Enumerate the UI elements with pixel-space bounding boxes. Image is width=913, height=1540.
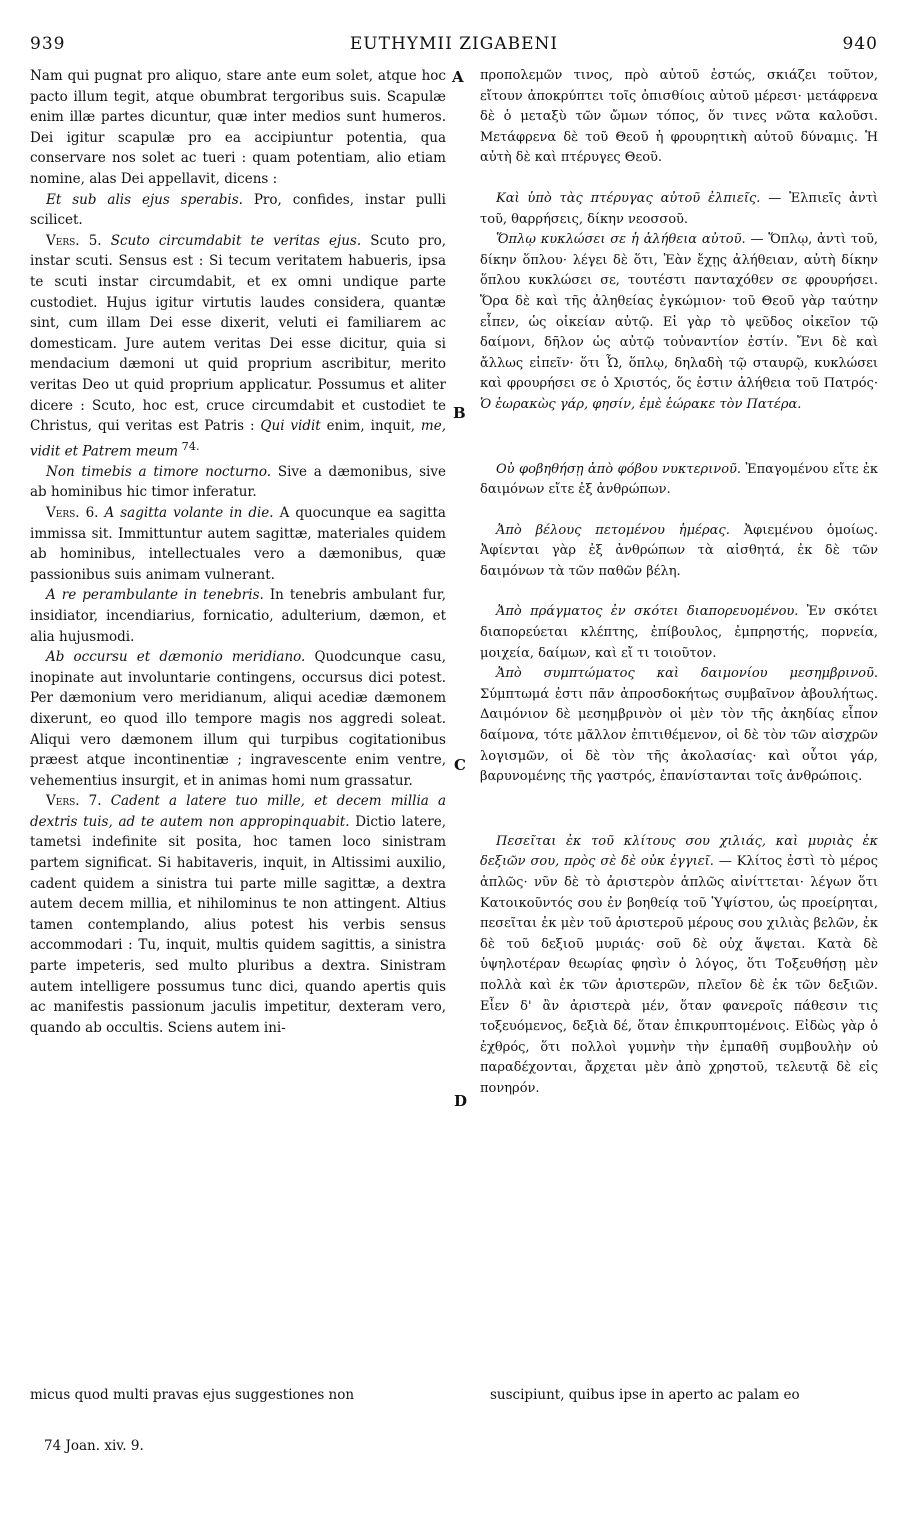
bridge-left: micus quod multi pravas ejus suggestiones non [30, 1387, 355, 1403]
greek-column [480, 66, 878, 1100]
latin-column [30, 66, 446, 1038]
running-header [30, 34, 878, 58]
greek-paragraph: Ὅπλῳ κυκλώσει σε ἡ ἀλήθεια αὐτοῦ. — Ὅπλῳ, ἀντὶ τοῦ, δίκην ὅπλου· λέγει δὲ ὅτι, Ἐὰν ἔχῃς ἀλήθειαν, αὐτὴ δίκην ὅπλου κυκλώσει σε, τουτέστι πανταχόθεν σε φρουρήσει. Ὅρα δὲ καὶ τῆς ἀληθείας ἐγκώμιον· τοῦ Θεοῦ γὰρ ταύτην εἶπεν, ὡς οἰκείαν αὐτῷ. Εἰ γὰρ τὸ ψεῦδος οἰκεῖον τῷ δαίμονι, δῆλον ὡς αὐτῷ τοὐναντίον ἐστίν. Ἔνι δὲ καὶ ἄλλως εἰπεῖν· ὅτι Ὦ, ὅπλῳ, δηλαδὴ τῷ σταυρῷ, κυκλώσει καὶ φρουρήσει σε ὁ Χριστός, ὅς ἐστιν ἀλήθεια τοῦ Πατρός· Ὁ ἑωρακὼς γάρ, φησίν, ἐμὲ ἑώρακε τὸν Πατέρα. [480, 232, 878, 412]
latin-verse-5: Vers. 5. Scuto circumdabit te veritas ejus. Scuto pro, instar scuti. Sensus est : Si tecum veritatem habueris, ipsa te scuti instar circumdabit, et ex omni undique parte custodiet. Hujus igitur virtutis laudes considera, quantæ sint, cum illam Dei esse dixerit, veluti ei familiarem ac domesticam. Jure autem veritas Dei esse dicitur, quia si mendacium dæmoni ut quid proprium ascribitur, merito veritas Deo ut quid proprium applicatur. Possumus et aliter dicere : Scuto, hoc est, cruce circumdabit et custodiet te Christus, qui veritas est Patris : Qui vidit enim, inquit, me, vidit et Patrem meum $^{74.}$ [30, 232, 446, 460]
latin-paragraph: Non timebis a timore nocturno. Sive a dæmonibus, sive ab hominibus hic timor inferatur. [30, 463, 446, 501]
margin-marker-c: C [454, 756, 466, 774]
page-number-right: 940 [842, 34, 878, 54]
greek-paragraph: Ἀπὸ πράγματος ἐν σκότει διαπορευομένου. Ἐν σκότει διαπορεύεται κλέπτης, ἐπίβουλος, ἐμπρηστής, πορνεία, μοιχεία, δαίμων, καὶ εἴ τι τοιοῦτον. [480, 604, 878, 661]
running-title: EUTHYMII ZIGABENI [349, 34, 559, 54]
greek-paragraph: Καὶ ὑπὸ τὰς πτέρυγας αὐτοῦ ἐλπιεῖς. — Ἐλπιεῖς ἀντὶ τοῦ, θαρρήσεις, δίκην νεοσσοῦ. [480, 190, 878, 227]
margin-marker-a: A [452, 68, 464, 86]
greek-paragraph: προπολεμῶν τινος, πρὸ αὐτοῦ ἐστώς, σκιάζει τοῦτον, εἴτουν ἀποκρύπτει τοῖς ὀπισθίοις αὐτοῦ μέρεσι· μετάφρενα δὲ ὁ μεταξὺ τῶν ὤμων τόπος, ὅν τινες νῶτα καλοῦσι. Μετάφρενα δὲ τοῦ Θεοῦ ἡ φρουρητικὴ αὐτοῦ δύναμις. Ἡ αὐτὴ δὲ καὶ πτέρυγες Θεοῦ. [480, 68, 878, 166]
latin-verse-6: Vers. 6. A sagitta volante in die. A quocunque ea sagitta immissa sit. Immittuntur autem sagittæ, materiales quidem ab hominibus, intellectuales vero a dæmonibus, quæ passionibus suis animam vulnerant. [30, 504, 446, 583]
latin-verse-7: Vers. 7. Cadent a latere tuo mille, et decem millia a dextris tuis, ad te autem non appropinquabit. Dictio latere, tametsi indefinite sit posita, hoc tamen loco sinistram partem significat. Si habitaveris, inquit, in Altissimi auxilio, cadent quidem a sinistra tui parte mille sagittæ, a dextra autem decem millia, et nihilominus te non attingent. Altius tamen contemplando, alius potest his verbis sensus accommodari : Tu, inquit, multis quidem sagittis, a sinistra parte impeteris, sed multo pluribus a dextra. Sinistram autem intelligere possumus tunc dici, quando apertis quis ac manifestis passionum jaculis impetitur, dexteram vero, quando ab occultis. Sciens autem ini- [30, 793, 447, 1036]
footnote: 74 Joan. xiv. 9. [44, 1438, 144, 1454]
page-number-left: 939 [30, 34, 66, 54]
footnote-ref: 74. [178, 439, 200, 453]
latin-paragraph: Nam qui pugnat pro aliquo, stare ante eum solet, atque hoc pacto illum tegit, atque obumbrat tergoribus suis. Scapulæ enim illæ partes dicuntur, quæ inter medios sunt humeros. Dei igitur scapulæ pro ea accipiuntur potentia, qua conservare nos solet ac tueri : quam potentiam, alio etiam nomine, alas Dei appellavit, dicens : [30, 68, 446, 187]
greek-paragraph: Πεσεῖται ἐκ τοῦ κλίτους σου χιλιάς, καὶ μυριὰς ἐκ δεξιῶν σου, πρὸς σὲ δὲ οὐκ ἐγγιεῖ. — Κλίτος ἐστὶ τὸ μέρος ἁπλῶς· νῦν δὲ τὸ ἀριστερὸν ἁπλῶς αἰνίττεται· λέγων ὅτι Κατοικοῦντός σου ἐν βοηθείᾳ τοῦ Ὑψίστου, ὡς προείρηται, πεσεῖται ἐκ μὲν τοῦ ἀριστεροῦ μέρους σου χιλιὰς βελῶν, ἐκ δὲ τοῦ δεξιοῦ μυριάς· σοῦ δὲ οὐχ ἅψεται. Κατὰ δὲ ὑψηλοτέραν θεωρίας φησὶν ὁ λόγος, ὅτι Τοξευθήσῃ μὲν πολλὰ καὶ ἐκ τῶν ἀριστερῶν, πλεῖον δὲ ἐκ τῶν δεξιῶν. Εἶεν δ' ἂν ἀριστερὰ μέν, ὅταν φανεροῖς πάθεσιν τις τοξευόμενος, δεξιὰ δέ, ὅταν ἐπικρυπτομένοις. Εἰδὼς γὰρ ὁ ἐχθρός, ὅτι πολλοὶ γυμνὴν τὴν ἐμπαθῆ συμβουλὴν οὐ παραδέχονται, ἄρχεται μὲν ἀπὸ χρηστοῦ, τελευτᾷ δὲ εἰς πονηρόν. [480, 833, 878, 1096]
greek-paragraph: Ἀπὸ βέλους πετομένου ἡμέρας. Ἀφιεμένου ὁμοίως. Ἀφίενται γὰρ ἐξ ἀνθρώπων τὰ αἰσθητά, ἐκ δὲ τῶν δαιμόνων τὰ τῶν παθῶν βέλη. [480, 522, 878, 579]
bridge-line [30, 1387, 878, 1409]
latin-paragraph: Et sub alis ejus sperabis. Pro, confides, instar pulli scilicet. [30, 191, 446, 229]
greek-paragraph: Οὐ φοβηθήσῃ ἀπὸ φόβου νυκτερινοῦ. Ἐπαγομένου εἴτε ἐκ δαιμόνων εἴτε ἐξ ἀνθρώπων. [480, 461, 878, 498]
greek-paragraph: Ἀπὸ συμπτώματος καὶ δαιμονίου μεσημβρινοῦ. Σύμπτωμά ἐστι πᾶν ἀπροσδοκήτως συμβαῖνον ἀβουλήτως. Δαιμόνιον δὲ μεσημβρινὸν οἱ μὲν τὸν τῆς ἀκηδίας εἶπον δαίμονα, τότε μᾶλλον ἐπιτιθέμενον, οἱ δὲ τὸν τῶν αἰσχρῶν λογισμῶν, οἱ δὲ τὸν τῆς ἀκολασίας· καὶ οὗτοι γάρ, βαρυνομένης τῆς γαστρός, ἐπανίστανται τοῖς ἀνθρώποις. [480, 666, 878, 785]
bridge-right: suscipiunt, quibus ipse in aperto ac palam eo [490, 1387, 800, 1403]
margin-marker-d: D [454, 1092, 468, 1110]
margin-marker-b: B [453, 404, 466, 422]
latin-paragraph: A re perambulante in tenebris. In tenebris ambulant fur, insidiator, incendiarius, fornicatio, adulterium, dæmon, et alia hujusmodi. [30, 587, 446, 645]
latin-paragraph: Ab occursu et dæmonio meridiano. Quodcunque casu, inopinate aut involuntarie contingens, occursus dici potest. Per dæmonium vero meridianum, aliqui acediæ dæmonem dixerunt, eo quod illo tempore magis nos aggredi soleat. Aliqui vero dæmonem illum qui turpibus cogitationibus præest atque incontinentiæ ; ingravescente enim ventre, vehementius insurgit, et in animas homi num grassatur. [30, 649, 446, 789]
